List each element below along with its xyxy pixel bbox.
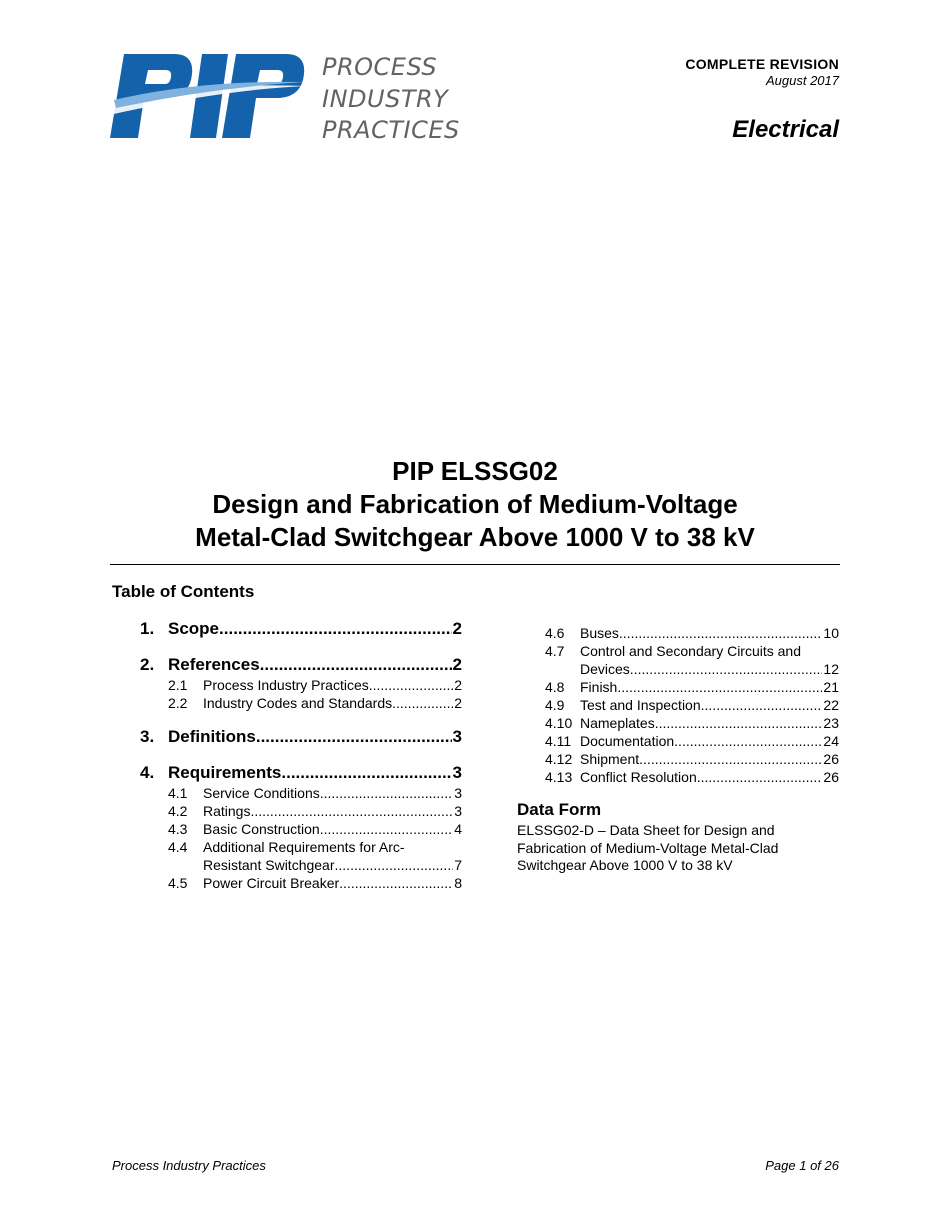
toc-number: 4.4 xyxy=(168,839,188,855)
toc-title: References xyxy=(168,655,260,674)
toc-subentry[interactable] xyxy=(545,732,839,750)
toc-number: 4.12 xyxy=(545,751,573,767)
toc-subentry[interactable] xyxy=(140,802,462,820)
revision-date: August 2017 xyxy=(765,73,839,88)
toc-number: 4.8 xyxy=(545,679,565,695)
toc-page: 3 xyxy=(454,785,462,801)
toc-page: 3 xyxy=(452,727,462,746)
toc-number: 2. xyxy=(140,655,155,674)
toc-title: Resistant Switchgear xyxy=(203,857,335,873)
toc-leader xyxy=(339,874,453,892)
toc-leader xyxy=(392,694,453,712)
toc-page: 3 xyxy=(452,763,462,782)
toc-subentry[interactable] xyxy=(545,696,839,714)
toc-subentry[interactable] xyxy=(545,714,839,732)
toc-leader xyxy=(250,802,453,820)
toc-leader xyxy=(617,678,822,696)
toc-title: Process Industry Practices xyxy=(203,677,369,693)
toc-page: 3 xyxy=(454,803,462,819)
toc-number: 4.13 xyxy=(545,769,573,785)
toc-page: 8 xyxy=(454,875,462,891)
toc-title: Power Circuit Breaker xyxy=(203,875,340,891)
revision-label: COMPLETE REVISION xyxy=(685,56,839,72)
section-name: Electrical xyxy=(732,116,839,143)
pip-logo xyxy=(110,52,490,142)
toc-leader xyxy=(320,784,453,802)
toc-page: 12 xyxy=(823,661,839,677)
toc-title: Devices xyxy=(580,661,630,677)
toc-subentry[interactable] xyxy=(545,624,839,642)
toc-entry-scope[interactable] xyxy=(140,618,462,640)
toc-title: Requirements xyxy=(168,763,282,782)
toc-leader xyxy=(260,654,452,676)
toc-right-column xyxy=(545,624,839,786)
toc-subentry[interactable] xyxy=(545,750,839,768)
toc-number: 2.1 xyxy=(168,677,188,693)
toc-title: Basic Construction xyxy=(203,821,320,837)
toc-title: Conflict Resolution xyxy=(580,769,697,785)
toc-page: 23 xyxy=(823,715,839,731)
title-line: Design and Fabrication of Medium-Voltage xyxy=(212,489,738,519)
toc-page: 4 xyxy=(454,821,462,837)
toc-left-column xyxy=(140,618,462,892)
logo-word: PRACTICES xyxy=(322,116,460,144)
toc-title: Ratings xyxy=(203,803,251,819)
logo-word: PROCESS xyxy=(322,53,438,81)
revision-block xyxy=(685,56,839,88)
toc-page: 21 xyxy=(823,679,839,695)
data-form-heading: Data Form xyxy=(517,800,602,819)
toc-page: 7 xyxy=(454,857,462,873)
toc-title: Shipment xyxy=(580,751,640,767)
toc-page: 10 xyxy=(823,625,839,641)
toc-leader xyxy=(701,696,823,714)
toc-heading: Table of Contents xyxy=(112,582,255,601)
toc-number: 4. xyxy=(140,763,155,782)
title-line: Metal-Clad Switchgear Above 1000 V to 38 kV xyxy=(195,522,755,552)
logo-word: INDUSTRY xyxy=(322,84,449,113)
toc-entry-definitions[interactable] xyxy=(140,726,462,748)
toc-subentry[interactable] xyxy=(545,768,839,786)
toc-title: Definitions xyxy=(168,727,256,746)
toc-number: 2.2 xyxy=(168,695,188,711)
footer-page-number: Page 1 of 26 xyxy=(765,1158,839,1173)
toc-leader xyxy=(219,618,452,640)
logo-wordmark xyxy=(322,52,460,147)
toc-page: 2 xyxy=(454,677,462,693)
toc-leader xyxy=(697,768,823,786)
title-divider xyxy=(110,564,840,565)
toc-number: 4.6 xyxy=(545,625,565,641)
toc-number: 4.11 xyxy=(545,733,572,749)
toc-title: Finish xyxy=(580,679,618,695)
toc-title: Control and Secondary Circuits and xyxy=(580,643,802,659)
pip-logo-mark xyxy=(110,52,310,142)
toc-title: Scope xyxy=(168,619,220,638)
toc-title: Additional Requirements for Arc- xyxy=(203,839,405,855)
toc-number: 1. xyxy=(140,619,155,638)
toc-number: 3. xyxy=(140,727,155,746)
toc-subentry[interactable] xyxy=(140,820,462,838)
toc-subentry[interactable] xyxy=(545,678,839,696)
toc-page: 26 xyxy=(823,769,839,785)
toc-title: Industry Codes and Standards xyxy=(203,695,393,711)
toc-number: 4.3 xyxy=(168,821,188,837)
toc-page: 24 xyxy=(823,733,839,749)
toc-leader xyxy=(674,732,822,750)
footer-org: Process Industry Practices xyxy=(112,1158,266,1173)
toc-leader xyxy=(281,762,451,784)
title-line: PIP ELSSG02 xyxy=(392,456,558,486)
toc-entry-requirements[interactable] xyxy=(140,762,462,784)
toc-number: 4.9 xyxy=(545,697,565,713)
toc-page: 26 xyxy=(823,751,839,767)
toc-subentry[interactable] xyxy=(140,838,462,874)
toc-number: 4.7 xyxy=(545,643,565,659)
toc-leader xyxy=(256,726,452,748)
toc-number: 4.1 xyxy=(168,785,188,801)
toc-title: Buses xyxy=(580,625,619,641)
toc-leader xyxy=(369,676,453,694)
document-title xyxy=(0,455,950,554)
toc-subentry[interactable] xyxy=(140,784,462,802)
toc-subentry[interactable] xyxy=(545,642,839,678)
toc-subentry[interactable] xyxy=(140,874,462,892)
toc-subentry[interactable] xyxy=(140,694,462,712)
toc-leader xyxy=(619,624,823,642)
toc-leader xyxy=(655,714,823,732)
toc-title: Nameplates xyxy=(580,715,655,731)
toc-page: 22 xyxy=(823,697,839,713)
toc-entry-references[interactable] xyxy=(140,654,462,676)
toc-leader xyxy=(639,750,822,768)
toc-number: 4.2 xyxy=(168,803,188,819)
toc-leader xyxy=(630,660,823,678)
toc-page: 2 xyxy=(452,619,462,638)
data-form-link[interactable]: ELSSG02-D – Data Sheet for Design and Fabrication of Medium-Voltage Metal-Clad Switchgear Above 1000 V to 38 kV xyxy=(517,822,779,873)
toc-number: 4.5 xyxy=(168,875,188,891)
toc-leader xyxy=(335,856,454,874)
toc-page: 2 xyxy=(454,695,462,711)
toc-page: 2 xyxy=(452,655,462,674)
toc-leader xyxy=(320,820,453,838)
toc-title: Service Conditions xyxy=(203,785,320,801)
toc-title: Test and Inspection xyxy=(580,697,701,713)
toc-number: 4.10 xyxy=(545,715,573,731)
toc-title: Documentation xyxy=(580,733,675,749)
toc-subentry[interactable] xyxy=(140,676,462,694)
